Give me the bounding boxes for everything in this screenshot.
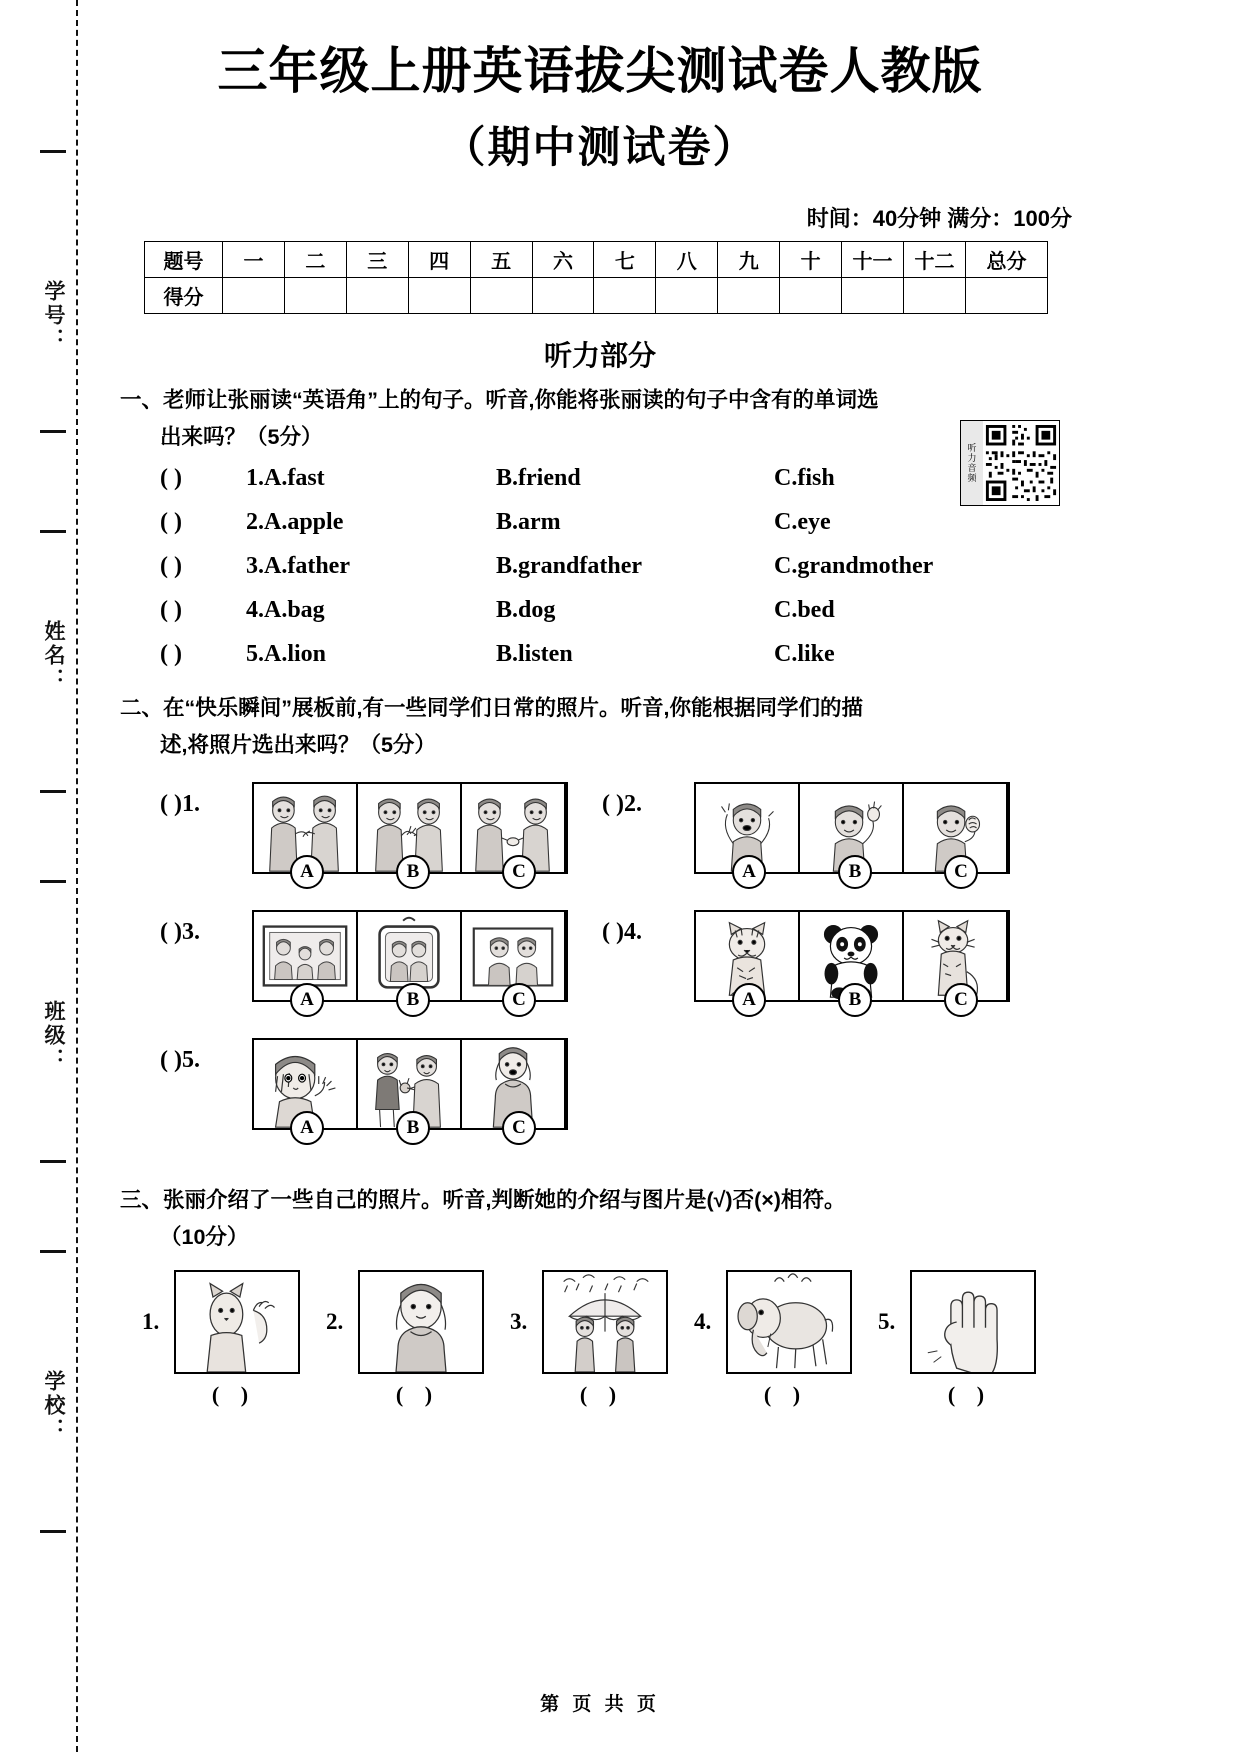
choice-a: 4.A.bag bbox=[246, 597, 325, 623]
page-subtitle: （期中测试卷） bbox=[442, 124, 758, 172]
q3-num-3: 3. bbox=[510, 1309, 528, 1334]
seal-label-school: 学校： bbox=[42, 1370, 65, 1442]
q1-item-1[interactable] bbox=[120, 456, 1080, 500]
picture-girl-portrait[interactable] bbox=[358, 1270, 484, 1374]
score-input-cell[interactable] bbox=[532, 278, 594, 314]
q2-group-row-3 bbox=[120, 1038, 1080, 1138]
seal-rule bbox=[40, 1160, 66, 1163]
picture-two-kids-umbrella[interactable] bbox=[542, 1270, 668, 1374]
choice-c[interactable]: C.fish bbox=[774, 465, 835, 491]
option-bubble-b[interactable]: B bbox=[396, 1111, 430, 1145]
seal-label-name: 姓名： bbox=[42, 620, 65, 692]
q3-num-5: 5. bbox=[878, 1309, 896, 1334]
q3-answer-paren-5[interactable]: ( ) bbox=[947, 1382, 993, 1407]
option-bubble-b[interactable]: B bbox=[396, 855, 430, 889]
option-bubble-b[interactable]: B bbox=[838, 855, 872, 889]
score-input-cell[interactable] bbox=[903, 278, 965, 314]
q3-prompt-line2: （10分） bbox=[160, 1225, 249, 1249]
q2-group-row-1 bbox=[120, 782, 1080, 882]
option-bubble-c[interactable]: C bbox=[502, 983, 536, 1017]
q3-answer-paren-2[interactable]: ( ) bbox=[395, 1382, 441, 1407]
q1-prompt-line1: 一、老师让张丽读“英语角”上的句子。听音,你能将张丽读的句子中含有的单词选 bbox=[120, 388, 879, 412]
q1-item-3[interactable] bbox=[120, 544, 1080, 588]
choice-c[interactable]: C.eye bbox=[774, 509, 831, 535]
q3-item-5 bbox=[878, 1270, 1048, 1408]
score-cell: 九 bbox=[718, 242, 780, 278]
score-cell: 七 bbox=[594, 242, 656, 278]
score-input-cell[interactable] bbox=[656, 278, 718, 314]
q2-picture-set-3[interactable] bbox=[252, 910, 568, 1010]
q1-item-2[interactable] bbox=[120, 500, 1080, 544]
choice-c[interactable]: C.like bbox=[774, 641, 835, 667]
score-cell: 十二 bbox=[903, 242, 965, 278]
q3-prompt-line1: 三、张丽介绍了一些自己的照片。听音,判断她的介绍与图片是(√)否(×)相符。 bbox=[120, 1188, 846, 1212]
seal-label-class: 班级： bbox=[42, 1000, 65, 1072]
q3-num-1: 1. bbox=[142, 1309, 160, 1334]
main-column bbox=[120, 0, 1080, 1752]
time-score-note: 时间：40分钟 满分：100分 bbox=[806, 206, 1072, 231]
score-cell: 八 bbox=[656, 242, 718, 278]
choice-b[interactable]: B.grandfather bbox=[496, 553, 642, 579]
score-cell: 五 bbox=[470, 242, 532, 278]
option-bubble-c[interactable]: C bbox=[502, 855, 536, 889]
q3-num-4: 4. bbox=[694, 1309, 712, 1334]
score-input-cell[interactable] bbox=[470, 278, 532, 314]
seal-rule bbox=[40, 530, 66, 533]
score-cell: 十 bbox=[780, 242, 842, 278]
score-input-cell[interactable] bbox=[780, 278, 842, 314]
option-bubble-a[interactable]: A bbox=[290, 855, 324, 889]
table-row bbox=[145, 242, 1048, 278]
q3-item-1 bbox=[142, 1270, 312, 1408]
score-input-cell[interactable] bbox=[284, 278, 346, 314]
score-input-cell[interactable] bbox=[594, 278, 656, 314]
seal-rule bbox=[40, 150, 66, 153]
q3-item-2 bbox=[326, 1270, 496, 1408]
score-input-cell[interactable] bbox=[346, 278, 408, 314]
score-cell: 六 bbox=[532, 242, 594, 278]
choice-c[interactable]: C.grandmother bbox=[774, 553, 934, 579]
score-total-header: 总分 bbox=[966, 242, 1048, 278]
q2-prompt-line2: 述,将照片选出来吗？（5分） bbox=[160, 733, 436, 757]
answer-paren[interactable]: ( ) bbox=[160, 597, 182, 623]
seal-rule bbox=[40, 1250, 66, 1253]
picture-open-hand[interactable] bbox=[910, 1270, 1036, 1374]
option-bubble-a[interactable]: A bbox=[732, 983, 766, 1017]
score-cell: 一 bbox=[223, 242, 285, 278]
q3-picture-row bbox=[120, 1270, 1080, 1408]
question-two bbox=[120, 690, 1080, 1138]
answer-paren[interactable]: ( ) bbox=[160, 553, 182, 579]
question-one bbox=[120, 382, 1080, 676]
q2-paren-4[interactable]: ( )4. bbox=[602, 919, 642, 945]
answer-paren[interactable]: ( ) bbox=[160, 465, 182, 491]
page-footer: 第 页 共 页 bbox=[540, 1694, 660, 1715]
seal-rule bbox=[40, 1530, 66, 1533]
seal-label-student-id: 学号： bbox=[42, 280, 65, 352]
score-total-cell[interactable] bbox=[966, 278, 1048, 314]
score-cell: 三 bbox=[346, 242, 408, 278]
answer-paren[interactable]: ( ) bbox=[160, 509, 182, 535]
table-row bbox=[145, 278, 1048, 314]
choice-b[interactable]: B.dog bbox=[496, 597, 556, 623]
score-cell: 十一 bbox=[842, 242, 904, 278]
option-bubble-c[interactable]: C bbox=[502, 1111, 536, 1145]
choice-b[interactable]: B.listen bbox=[496, 641, 573, 667]
choice-a: 1.A.fast bbox=[246, 465, 325, 491]
q3-item-4 bbox=[694, 1270, 864, 1408]
q1-prompt-line2: 出来吗？（5分） bbox=[160, 425, 323, 449]
option-bubble-a[interactable]: A bbox=[290, 983, 324, 1017]
score-input-cell[interactable] bbox=[718, 278, 780, 314]
question-three bbox=[120, 1182, 1080, 1408]
choice-c[interactable]: C.bed bbox=[774, 597, 835, 623]
score-cell: 二 bbox=[284, 242, 346, 278]
q3-answer-paren-4[interactable]: ( ) bbox=[763, 1382, 809, 1407]
page-title: 三年级上册英语拔尖测试卷人教版 bbox=[217, 43, 983, 99]
score-cell: 四 bbox=[408, 242, 470, 278]
option-bubble-c[interactable]: C bbox=[944, 855, 978, 889]
q2-paren-2[interactable]: ( )2. bbox=[602, 791, 642, 817]
q2-paren-1[interactable]: ( )1. bbox=[160, 791, 200, 817]
score-row2-header: 得分 bbox=[145, 278, 223, 314]
q2-picture-set-5[interactable] bbox=[252, 1038, 568, 1138]
q1-item-4[interactable] bbox=[120, 588, 1080, 632]
score-input-cell[interactable] bbox=[223, 278, 285, 314]
qr-label: 听力音频 bbox=[961, 421, 983, 505]
choice-b[interactable]: B.friend bbox=[496, 465, 581, 491]
choice-b[interactable]: B.arm bbox=[496, 509, 561, 535]
score-input-cell[interactable] bbox=[842, 278, 904, 314]
option-bubble-c[interactable]: C bbox=[944, 983, 978, 1017]
q1-item-5[interactable] bbox=[120, 632, 1080, 676]
q2-group-row-2 bbox=[120, 910, 1080, 1010]
choice-a: 2.A.apple bbox=[246, 509, 344, 535]
q2-picture-set-2[interactable] bbox=[694, 782, 1010, 882]
q2-paren-5[interactable]: ( )5. bbox=[160, 1047, 200, 1073]
seal-line bbox=[76, 0, 78, 1752]
q3-num-2: 2. bbox=[326, 1309, 344, 1334]
q2-prompt-line1: 二、在“快乐瞬间”展板前,有一些同学们日常的照片。听音,你能根据同学们的描 bbox=[120, 696, 863, 720]
option-bubble-a[interactable]: A bbox=[290, 1111, 324, 1145]
option-bubble-a[interactable]: A bbox=[732, 855, 766, 889]
q2-picture-set-1[interactable] bbox=[252, 782, 568, 882]
score-table bbox=[144, 241, 1048, 314]
choice-a: 5.A.lion bbox=[246, 641, 327, 667]
option-bubble-b[interactable]: B bbox=[396, 983, 430, 1017]
q2-picture-set-4[interactable] bbox=[694, 910, 1010, 1010]
score-row1-header: 题号 bbox=[145, 242, 223, 278]
picture-hand-petting-cat[interactable] bbox=[174, 1270, 300, 1374]
picture-elephant[interactable] bbox=[726, 1270, 852, 1374]
seal-rule bbox=[40, 430, 66, 433]
seal-rule bbox=[40, 790, 66, 793]
choice-a: 3.A.father bbox=[246, 553, 350, 579]
listening-section-title: 听力部分 bbox=[543, 340, 656, 371]
score-input-cell[interactable] bbox=[408, 278, 470, 314]
q2-paren-3[interactable]: ( )3. bbox=[160, 919, 200, 945]
q3-answer-paren-1[interactable]: ( ) bbox=[211, 1382, 257, 1407]
answer-paren[interactable]: ( ) bbox=[160, 641, 182, 667]
seal-rule bbox=[40, 880, 66, 883]
q3-answer-paren-3[interactable]: ( ) bbox=[579, 1382, 625, 1407]
q3-item-3 bbox=[510, 1270, 680, 1408]
option-bubble-b[interactable]: B bbox=[838, 983, 872, 1017]
audio-qr-code[interactable] bbox=[960, 420, 1060, 506]
qr-code-icon bbox=[983, 421, 1059, 505]
